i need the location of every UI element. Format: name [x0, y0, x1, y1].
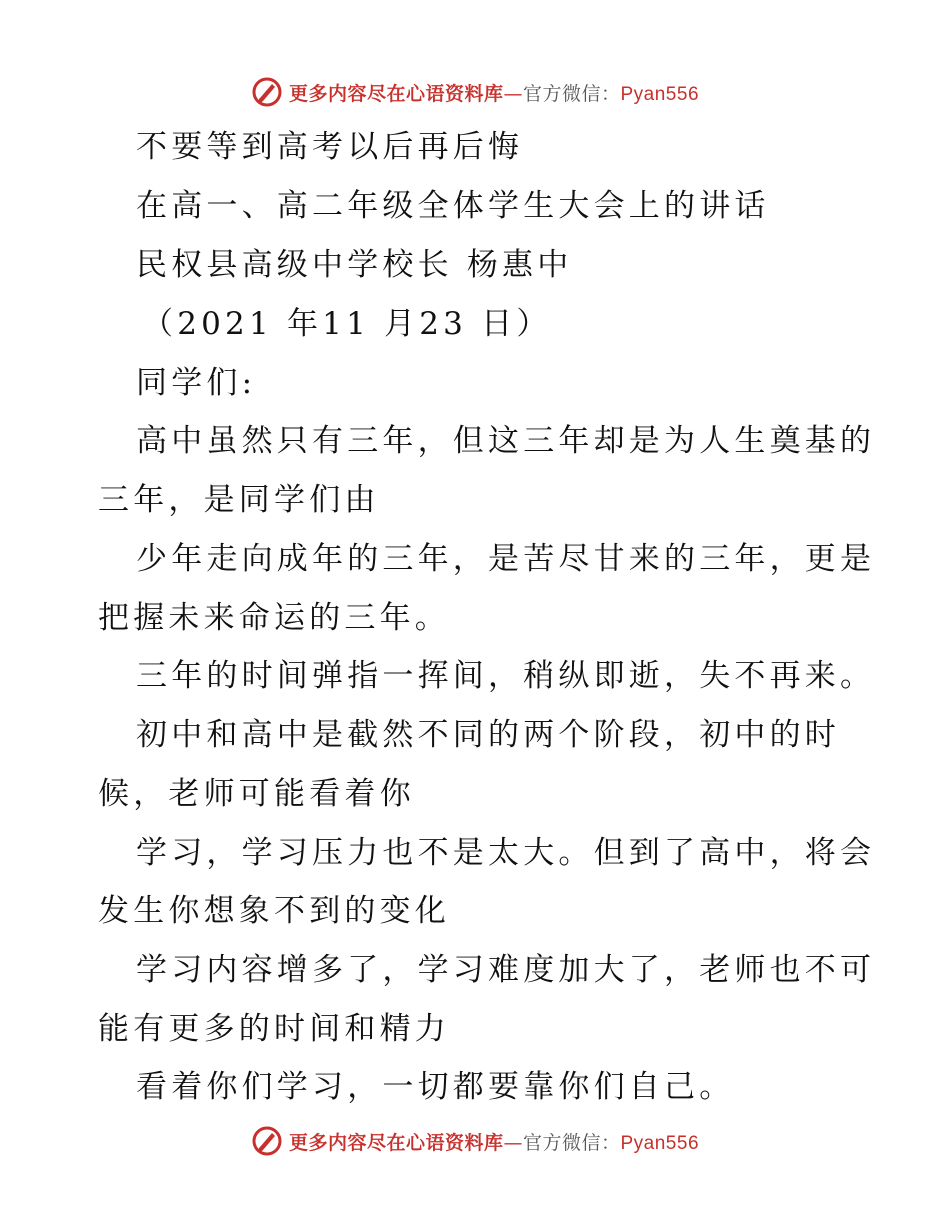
speech-subtitle: 在高一、高二年级全体学生大会上的讲话 [136, 188, 770, 224]
watermark-brand: 更多内容尽在心语资料库 [288, 1131, 504, 1154]
watermark-wechat-id: Pyan556 [620, 1132, 700, 1154]
paragraph-line: 候，老师可能看着你 [98, 776, 415, 812]
speaker-line: 民权县高级中学校长 杨惠中 [136, 247, 573, 283]
salutation: 同学们: [136, 365, 257, 401]
paragraph-line: 把握未来命运的三年。 [98, 600, 450, 636]
watermark-wechat-id: Pyan556 [620, 83, 700, 105]
paragraph-line: 三年，是同学们由 [98, 482, 380, 518]
watermark-footer [0, 1121, 950, 1161]
watermark-brand: 更多内容尽在心语资料库 [288, 82, 504, 105]
paragraph-line: 看着你们学习，一切都要靠你们自己。 [136, 1069, 735, 1105]
paragraph-line: 少年走向成年的三年，是苦尽甘来的三年，更是 [136, 541, 876, 577]
paragraph-line: 三年的时间弹指一挥间，稍纵即逝，失不再来。 [136, 658, 876, 694]
watermark-dash: — [503, 82, 523, 105]
speech-title: 不要等到高考以后再后悔 [136, 129, 524, 165]
paragraph-line: 高中虽然只有三年，但这三年却是为人生奠基的 [136, 423, 876, 459]
watermark-official: 官方微信： [522, 82, 621, 105]
paragraph-line: 发生你想象不到的变化 [98, 893, 450, 929]
paragraph-line: 学习内容增多了，学习难度加大了，老师也不可 [136, 952, 876, 988]
paragraph-line: 能有更多的时间和精力 [98, 1011, 450, 1047]
watermark-text [289, 1128, 699, 1155]
watermark-dash: — [503, 1131, 523, 1154]
speech-date: （2021 年11 月23 日） [142, 306, 552, 342]
brand-logo-icon [251, 1125, 283, 1157]
paragraph-line: 初中和高中是截然不同的两个阶段，初中的时 [136, 717, 840, 753]
watermark-official: 官方微信： [522, 1131, 621, 1154]
paragraph-line: 学习，学习压力也不是太大。但到了高中，将会 [136, 835, 876, 871]
